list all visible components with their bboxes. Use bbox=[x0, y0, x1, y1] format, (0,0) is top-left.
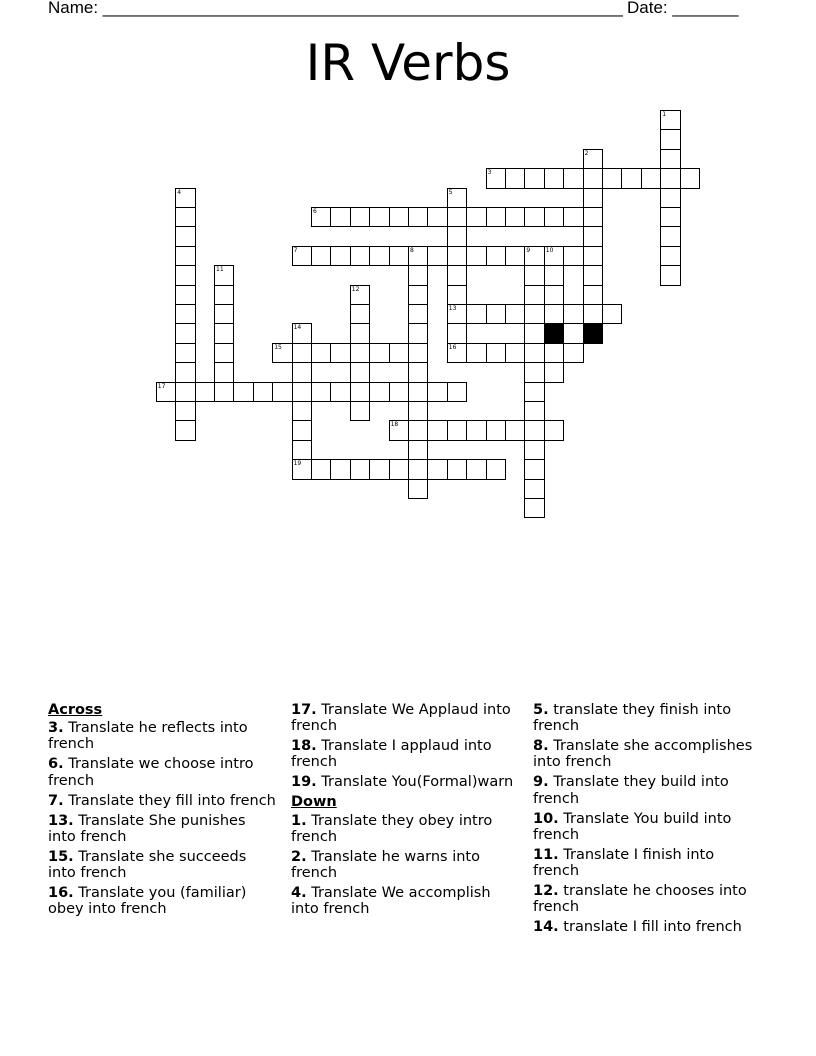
crossword-cell[interactable] bbox=[524, 246, 544, 266]
crossword-cell[interactable] bbox=[350, 343, 370, 363]
clue-down-11: 11. Translate I finish into french bbox=[533, 846, 715, 880]
crossword-cell[interactable] bbox=[292, 459, 312, 479]
clue-down-8: 8. Translate she accomplishes into french bbox=[533, 738, 753, 771]
crossword-cell[interactable] bbox=[195, 382, 215, 402]
clue-number: 15 bbox=[274, 343, 282, 351]
clue-down-14: 14. translate I fill into french bbox=[533, 919, 742, 936]
crossword-cell[interactable] bbox=[563, 168, 583, 188]
crossword-cell[interactable] bbox=[524, 304, 544, 324]
crossword-cell[interactable] bbox=[330, 246, 350, 266]
page-title: IR Verbs bbox=[305, 34, 511, 92]
crossword-cell[interactable] bbox=[369, 382, 389, 402]
crossword-cell[interactable] bbox=[389, 382, 409, 402]
crossword-cell[interactable] bbox=[427, 382, 447, 402]
crossword-cell[interactable] bbox=[583, 246, 603, 266]
crossword-cell[interactable] bbox=[233, 382, 253, 402]
crossword-cell[interactable] bbox=[427, 246, 447, 266]
clue-down-1: 1. Translate they obey intro french bbox=[291, 812, 493, 845]
clue-down-4: 4. Translate We accomplish into french bbox=[291, 885, 491, 918]
crossword-cell[interactable] bbox=[583, 285, 603, 305]
crossword-cell[interactable] bbox=[408, 459, 428, 479]
clue-down-9: 9. Translate they build into french bbox=[533, 774, 729, 807]
clue-number: 14 bbox=[293, 324, 302, 332]
crossword-cell[interactable] bbox=[544, 246, 564, 266]
crossword-cell[interactable] bbox=[156, 382, 176, 402]
crossword-cell[interactable] bbox=[602, 304, 622, 324]
crossword-cell[interactable] bbox=[524, 382, 544, 402]
crossword-black-cell bbox=[544, 323, 564, 343]
crossword-cell[interactable] bbox=[563, 207, 583, 227]
crossword-cell[interactable] bbox=[369, 343, 389, 363]
crossword-cell[interactable] bbox=[408, 479, 428, 499]
crossword-cell[interactable] bbox=[544, 420, 564, 440]
crossword-cell[interactable] bbox=[447, 285, 467, 305]
crossword-cell[interactable] bbox=[175, 226, 195, 246]
crossword-cell[interactable] bbox=[660, 149, 680, 169]
crossword-cell[interactable] bbox=[486, 246, 506, 266]
crossword-cell[interactable] bbox=[330, 459, 350, 479]
clue-column-1 bbox=[48, 702, 276, 921]
crossword-cell[interactable] bbox=[292, 246, 312, 266]
crossword-cell[interactable] bbox=[175, 343, 195, 363]
crossword-cell[interactable] bbox=[292, 362, 312, 382]
crossword-cell[interactable] bbox=[272, 343, 292, 363]
crossword-cell[interactable] bbox=[660, 110, 680, 130]
crossword-black-cell bbox=[583, 323, 603, 343]
crossword-cell[interactable] bbox=[175, 265, 195, 285]
crossword-cell[interactable] bbox=[408, 382, 428, 402]
crossword-cell[interactable] bbox=[214, 265, 234, 285]
crossword-cell[interactable] bbox=[524, 459, 544, 479]
crossword-cell[interactable] bbox=[524, 265, 544, 285]
crossword-cell[interactable] bbox=[524, 207, 544, 227]
crossword-cell[interactable] bbox=[350, 323, 370, 343]
crossword-cell[interactable] bbox=[369, 459, 389, 479]
crossword-cell[interactable] bbox=[292, 401, 312, 421]
crossword-cell[interactable] bbox=[583, 265, 603, 285]
crossword-cell[interactable] bbox=[292, 420, 312, 440]
crossword-cell[interactable] bbox=[544, 304, 564, 324]
crossword-cell[interactable] bbox=[214, 382, 234, 402]
crossword-cell[interactable] bbox=[660, 207, 680, 227]
crossword-cell[interactable] bbox=[447, 459, 467, 479]
crossword-cell[interactable] bbox=[408, 420, 428, 440]
crossword-cell[interactable] bbox=[486, 168, 506, 188]
crossword-cell[interactable] bbox=[466, 420, 486, 440]
crossword-cell[interactable] bbox=[350, 401, 370, 421]
crossword-cell[interactable] bbox=[486, 207, 506, 227]
crossword-cell[interactable] bbox=[408, 246, 428, 266]
crossword-cell[interactable] bbox=[524, 479, 544, 499]
crossword-cell[interactable] bbox=[447, 343, 467, 363]
crossword-cell[interactable] bbox=[292, 382, 312, 402]
crossword-cell[interactable] bbox=[660, 265, 680, 285]
crossword-cell[interactable] bbox=[583, 188, 603, 208]
crossword-cell[interactable] bbox=[272, 382, 292, 402]
clue-number: 7 bbox=[293, 246, 298, 254]
crossword-cell[interactable] bbox=[505, 246, 525, 266]
crossword-cell[interactable] bbox=[505, 343, 525, 363]
crossword-cell[interactable] bbox=[466, 343, 486, 363]
clue-number: 17 bbox=[157, 382, 166, 390]
down-heading: Down bbox=[291, 794, 337, 811]
crossword-cell[interactable] bbox=[524, 285, 544, 305]
crossword-cell[interactable] bbox=[175, 285, 195, 305]
crossword-cell[interactable] bbox=[408, 440, 428, 460]
clue-number: 5 bbox=[448, 188, 453, 196]
crossword-cell[interactable] bbox=[447, 246, 467, 266]
across-heading: Across bbox=[48, 702, 103, 718]
crossword-cell[interactable] bbox=[544, 168, 564, 188]
crossword-cell[interactable] bbox=[524, 498, 544, 518]
crossword-cell[interactable] bbox=[466, 459, 486, 479]
crossword-cell[interactable] bbox=[524, 343, 544, 363]
clue-number: 2 bbox=[584, 149, 589, 157]
crossword-cell[interactable] bbox=[544, 265, 564, 285]
crossword-cell[interactable] bbox=[447, 420, 467, 440]
crossword-cell[interactable] bbox=[486, 304, 506, 324]
crossword-cell[interactable] bbox=[389, 459, 409, 479]
crossword-cell[interactable] bbox=[253, 382, 273, 402]
crossword-cell[interactable] bbox=[583, 226, 603, 246]
crossword-cell[interactable] bbox=[544, 207, 564, 227]
crossword-cell[interactable] bbox=[427, 420, 447, 440]
crossword-cell[interactable] bbox=[447, 265, 467, 285]
clue-number: 12 bbox=[351, 285, 360, 293]
clue-across-13: 13. Translate She punishes into french bbox=[48, 812, 246, 845]
crossword-cell[interactable] bbox=[660, 226, 680, 246]
crossword-cell[interactable] bbox=[350, 382, 370, 402]
clue-across-7: 7. Translate they fill into french bbox=[48, 792, 276, 809]
clue-down-2: 2. Translate he warns into french bbox=[291, 848, 480, 882]
crossword-cell[interactable] bbox=[408, 401, 428, 421]
crossword-cell[interactable] bbox=[447, 226, 467, 246]
clue-number: 18 bbox=[390, 421, 399, 429]
clue-down-10: 10. Translate You build into french bbox=[533, 810, 732, 843]
date-field-label: Date: _______ bbox=[627, 0, 739, 17]
clue-down-5: 5. translate they finish into french bbox=[533, 702, 732, 735]
clue-number: 3 bbox=[487, 169, 492, 177]
crossword-cell[interactable] bbox=[660, 168, 680, 188]
crossword-cell[interactable] bbox=[292, 440, 312, 460]
clue-across-3: 3. Translate he reflects into french bbox=[48, 720, 248, 753]
crossword-cell[interactable] bbox=[486, 343, 506, 363]
crossword-cell[interactable] bbox=[389, 343, 409, 363]
crossword-cell[interactable] bbox=[389, 207, 409, 227]
clue-across-15: 15. Translate she succeeds into french bbox=[48, 848, 247, 882]
clue-down-12: 12. translate he chooses into french bbox=[533, 883, 747, 916]
crossword-cell[interactable] bbox=[583, 149, 603, 169]
crossword-cell[interactable] bbox=[408, 207, 428, 227]
crossword-cell[interactable] bbox=[602, 168, 622, 188]
crossword-cell[interactable] bbox=[369, 246, 389, 266]
crossword-cell[interactable] bbox=[175, 304, 195, 324]
clue-number: 19 bbox=[293, 460, 302, 468]
name-field-label: Name: _______________________________________________________ bbox=[48, 0, 623, 17]
crossword-cell[interactable] bbox=[408, 362, 428, 382]
crossword-cell[interactable] bbox=[389, 420, 409, 440]
crossword-cell[interactable] bbox=[660, 188, 680, 208]
crossword-cell[interactable] bbox=[447, 188, 467, 208]
crossword-cell[interactable] bbox=[427, 207, 447, 227]
crossword-cell[interactable] bbox=[350, 459, 370, 479]
clue-across-16: 16. Translate you (familiar) obey into french bbox=[48, 885, 247, 918]
crossword-cell[interactable] bbox=[175, 207, 195, 227]
crossword-cell[interactable] bbox=[466, 304, 486, 324]
crossword-cell[interactable] bbox=[486, 459, 506, 479]
crossword-cell[interactable] bbox=[505, 304, 525, 324]
crossword-cell[interactable] bbox=[660, 246, 680, 266]
crossword-cell[interactable] bbox=[214, 285, 234, 305]
crossword-cell[interactable] bbox=[408, 343, 428, 363]
crossword-cell[interactable] bbox=[408, 265, 428, 285]
crossword-cell[interactable] bbox=[175, 401, 195, 421]
crossword-cell[interactable] bbox=[214, 343, 234, 363]
clue-number: 8 bbox=[410, 246, 414, 254]
crossword-cell[interactable] bbox=[641, 168, 661, 188]
crossword-cell[interactable] bbox=[621, 168, 641, 188]
clue-number: 13 bbox=[448, 305, 457, 312]
crossword-cell[interactable] bbox=[505, 207, 525, 227]
crossword-cell[interactable] bbox=[524, 401, 544, 421]
crossword-cell[interactable] bbox=[350, 285, 370, 305]
crossword-cell[interactable] bbox=[214, 362, 234, 382]
crossword-cell[interactable] bbox=[350, 207, 370, 227]
clue-across-6: 6. Translate we choose intro french bbox=[48, 756, 254, 789]
crossword-cell[interactable] bbox=[544, 362, 564, 382]
crossword-cell[interactable] bbox=[175, 246, 195, 266]
crossword-cell[interactable] bbox=[466, 207, 486, 227]
crossword-cell[interactable] bbox=[311, 459, 331, 479]
crossword-cell[interactable] bbox=[583, 304, 603, 324]
crossword-cell[interactable] bbox=[563, 343, 583, 363]
crossword-cell[interactable] bbox=[505, 168, 525, 188]
crossword-cell[interactable] bbox=[447, 382, 467, 402]
crossword-cell[interactable] bbox=[408, 304, 428, 324]
crossword-cell[interactable] bbox=[427, 459, 447, 479]
crossword-cell[interactable] bbox=[447, 304, 467, 324]
crossword-cell[interactable] bbox=[583, 168, 603, 188]
crossword-cell[interactable] bbox=[175, 382, 195, 402]
crossword-cell[interactable] bbox=[175, 362, 195, 382]
crossword-cell[interactable] bbox=[330, 343, 350, 363]
clue-number: 6 bbox=[313, 208, 317, 215]
clue-across-17: 17. Translate We Applaud into french bbox=[291, 702, 511, 735]
crossword-cell[interactable] bbox=[175, 420, 195, 440]
crossword-cell[interactable] bbox=[389, 246, 409, 266]
clue-number: 4 bbox=[177, 188, 182, 196]
crossword-cell[interactable] bbox=[544, 285, 564, 305]
crossword-cell[interactable] bbox=[408, 323, 428, 343]
crossword-cell[interactable] bbox=[680, 168, 700, 188]
crossword-cell[interactable] bbox=[486, 420, 506, 440]
crossword-cell[interactable] bbox=[350, 304, 370, 324]
crossword-cell[interactable] bbox=[214, 323, 234, 343]
crossword-cell[interactable] bbox=[408, 285, 428, 305]
crossword-cell[interactable] bbox=[292, 343, 312, 363]
clue-number: 9 bbox=[526, 246, 531, 254]
crossword-cell[interactable] bbox=[466, 246, 486, 266]
crossword-cell[interactable] bbox=[311, 382, 331, 402]
crossword-cell[interactable] bbox=[447, 323, 467, 343]
crossword-cell[interactable] bbox=[214, 304, 234, 324]
clue-column-2 bbox=[291, 702, 519, 921]
clue-number: 10 bbox=[545, 246, 554, 254]
crossword-cell[interactable] bbox=[524, 323, 544, 343]
crossword-cell[interactable] bbox=[544, 343, 564, 363]
clue-across-19: 19. Translate You(Formal)warn bbox=[291, 774, 514, 791]
crossword-cell[interactable] bbox=[350, 362, 370, 382]
clue-number: 16 bbox=[448, 343, 457, 351]
clue-number: 11 bbox=[216, 266, 224, 274]
clue-number: 1 bbox=[662, 111, 667, 118]
clue-across-18: 18. Translate I applaud into french bbox=[291, 738, 492, 771]
crossword-cell[interactable] bbox=[369, 207, 389, 227]
crossword-cell[interactable] bbox=[563, 304, 583, 324]
crossword-cell[interactable] bbox=[330, 382, 350, 402]
crossword-cell[interactable] bbox=[175, 188, 195, 208]
crossword-cell[interactable] bbox=[524, 440, 544, 460]
crossword-cell[interactable] bbox=[330, 207, 350, 227]
crossword-cell[interactable] bbox=[311, 343, 331, 363]
crossword-cell[interactable] bbox=[350, 246, 370, 266]
crossword-cell[interactable] bbox=[311, 207, 331, 227]
crossword-cell[interactable] bbox=[583, 207, 603, 227]
crossword-cell[interactable] bbox=[524, 362, 544, 382]
crossword-cell[interactable] bbox=[505, 420, 525, 440]
crossword-cell[interactable] bbox=[563, 246, 583, 266]
crossword-cell[interactable] bbox=[292, 323, 312, 343]
clue-column-3 bbox=[533, 702, 761, 939]
crossword-cell[interactable] bbox=[524, 420, 544, 440]
crossword-cell[interactable] bbox=[447, 207, 467, 227]
crossword-cell[interactable] bbox=[524, 168, 544, 188]
crossword-cell[interactable] bbox=[311, 246, 331, 266]
crossword-cell[interactable] bbox=[175, 323, 195, 343]
crossword-cell[interactable] bbox=[660, 129, 680, 149]
